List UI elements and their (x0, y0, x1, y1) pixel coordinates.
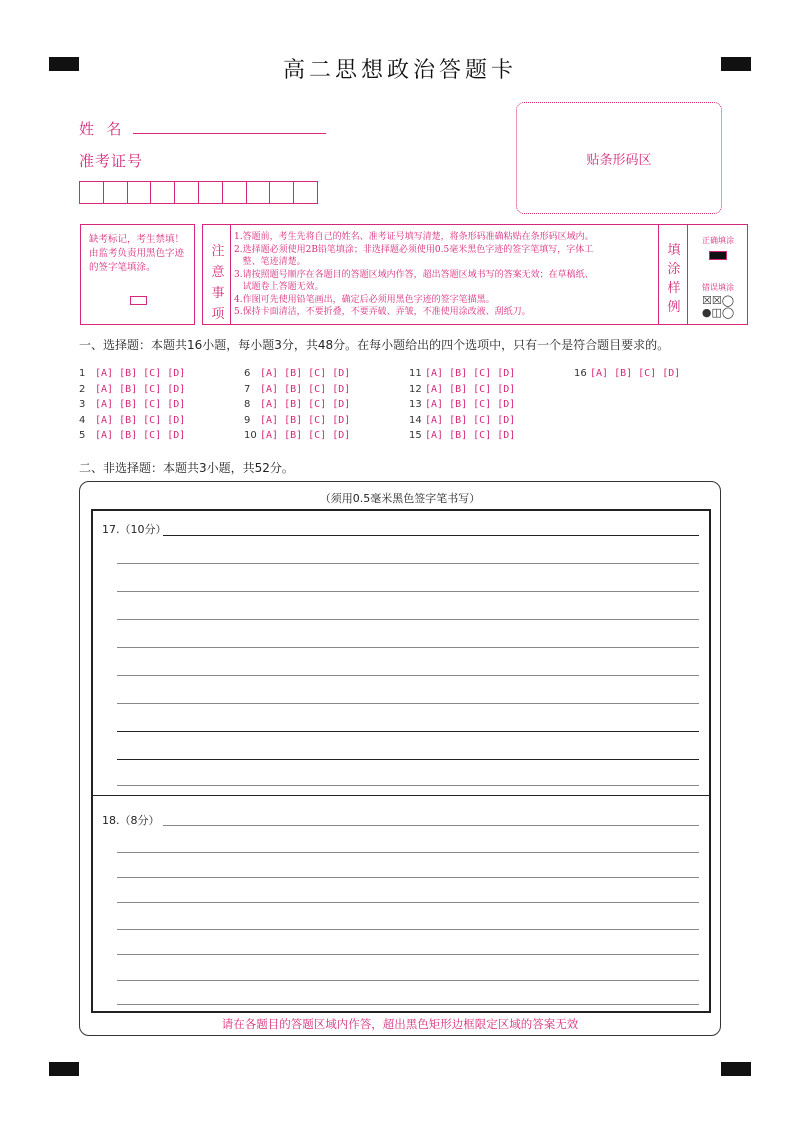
choice-options[interactable]: [A] [B] [C] [D] (425, 430, 516, 442)
exam-id-digit-box[interactable] (103, 181, 128, 204)
choice-question-15[interactable] (409, 430, 515, 441)
choice-options[interactable]: [A] [B] [C] [D] (95, 399, 186, 411)
choice-options[interactable]: [A] [B] [C] [D] (95, 430, 186, 442)
choice-options[interactable]: [A] [B] [C] [D] (260, 430, 351, 442)
alignment-mark-bottom-left (49, 1062, 79, 1076)
answer-line[interactable] (117, 902, 699, 903)
question-number: 1 (79, 368, 86, 379)
answer-line[interactable] (117, 785, 699, 786)
choice-question-7[interactable] (244, 384, 350, 395)
question-number: 2 (79, 383, 86, 395)
correct-fill-label: 正确填涂 (702, 236, 734, 245)
exam-id-digit-box[interactable] (269, 181, 294, 204)
question-divider (93, 795, 709, 796)
exam-id-label: 准考证号 (79, 152, 144, 170)
choice-options[interactable]: [A] [B] [C] [D] (425, 414, 516, 426)
footer-warning: 请在各题目的答题区域内作答，超出黑色矩形边框限定区域的答案无效 (221, 1017, 579, 1031)
instruction-item: 整、笔迹清楚。 (234, 257, 306, 267)
answer-line[interactable] (117, 563, 699, 564)
choice-options[interactable]: [A] [B] [C] [D] (590, 368, 681, 379)
instruction-item: 1.答题前，考生先将自己的姓名、准考证号填写清楚，将条形码准确粘贴在条形码区域内。 (234, 232, 594, 242)
question-number: 5 (79, 430, 86, 442)
answer-line[interactable] (117, 759, 699, 760)
choice-question-13[interactable] (409, 399, 515, 410)
instructions-tag: 注意事项 (211, 244, 225, 322)
answer-line[interactable] (117, 1004, 699, 1005)
question-number: 9 (244, 414, 251, 426)
instructions-box (202, 224, 748, 325)
instruction-item: 2.选择题必须使用2B铅笔填涂；非选择题必须使用0.5毫米黑色字迹的签字笔填写，字体工 (234, 244, 594, 255)
answer-line[interactable] (117, 675, 699, 676)
question-number: 3 (79, 399, 86, 411)
choice-question-4[interactable] (79, 415, 185, 426)
choice-question-6[interactable] (244, 368, 350, 379)
question-18-label: 18.（8分） (102, 814, 160, 827)
exam-id-digit-box[interactable] (127, 181, 152, 204)
absent-note: 缺考标记，考生禁填！由监考负责用黑色字迹的签字笔填涂。 (89, 234, 185, 273)
question-number: 13 (409, 399, 422, 411)
choice-question-16[interactable] (574, 368, 680, 379)
exam-id-digit-box[interactable] (150, 181, 175, 204)
exam-id-boxes[interactable] (79, 181, 317, 204)
choice-options[interactable]: [A] [B] [C] [D] (95, 414, 186, 426)
choice-question-8[interactable] (244, 399, 350, 410)
barcode-area (516, 102, 722, 214)
exam-id-digit-box[interactable] (79, 181, 104, 204)
choice-question-9[interactable] (244, 415, 350, 426)
answer-area (79, 481, 721, 1036)
question-number: 8 (244, 399, 251, 411)
question-number: 12 (409, 383, 422, 395)
instruction-item: 试题卷上答题无效。 (234, 282, 324, 292)
fill-sample-box (687, 225, 747, 324)
choice-question-2[interactable] (79, 384, 185, 395)
choice-options[interactable]: [A] [B] [C] [D] (260, 383, 351, 395)
question-number: 7 (244, 383, 251, 395)
question-number: 11 (409, 368, 422, 379)
page-title: 高二思想政治答题卡 (282, 58, 517, 83)
instructions-list (230, 225, 659, 324)
absent-mark-box (80, 224, 195, 325)
choice-question-5[interactable] (79, 430, 185, 441)
choice-options[interactable]: [A] [B] [C] [D] (425, 368, 516, 379)
answer-line[interactable] (117, 647, 699, 648)
alignment-mark-bottom-right (721, 1062, 751, 1076)
choice-question-14[interactable] (409, 415, 515, 426)
answer-line[interactable] (117, 731, 699, 732)
answer-line[interactable] (117, 852, 699, 853)
answer-line[interactable] (117, 703, 699, 704)
choice-options[interactable]: [A] [B] [C] [D] (95, 383, 186, 395)
answer-line[interactable] (163, 535, 699, 536)
exam-id-digit-box[interactable] (246, 181, 271, 204)
choice-options[interactable]: [A] [B] [C] [D] (425, 383, 516, 395)
question-number: 10 (244, 430, 257, 442)
answer-line[interactable] (117, 619, 699, 620)
section2-title: 二、非选择题：本题共3小题，共52分。 (79, 461, 294, 475)
answer-frame (91, 509, 711, 1013)
exam-id-digit-box[interactable] (198, 181, 223, 204)
instruction-item: 3.请按照题号顺序在各题目的答题区域内作答，超出答题区域书写的答案无效；在草稿纸、 (234, 269, 594, 280)
barcode-label: 贴条形码区 (586, 152, 652, 168)
wrong-fill-label: 错误填涂 (702, 283, 734, 292)
choice-options[interactable]: [A] [B] [C] [D] (260, 399, 351, 411)
instruction-item: 4.作图可先使用铅笔画出，确定后必须用黑色字迹的签字笔描黑。 (234, 294, 495, 305)
choice-options[interactable]: [A] [B] [C] [D] (260, 414, 351, 426)
answer-line[interactable] (117, 980, 699, 981)
correct-fill-example (709, 251, 727, 260)
name-field[interactable] (133, 133, 326, 134)
question-number: 16 (574, 368, 587, 379)
section1-title: 一、选择题：本题共16小题，每小题3分，共48分。在每小题给出的四个选项中，只有一个是符合题目要求的。 (79, 338, 670, 352)
fill-sample-tag: 填涂样例 (667, 243, 681, 315)
exam-id-digit-box[interactable] (174, 181, 199, 204)
exam-id-digit-box[interactable] (222, 181, 247, 204)
answer-line[interactable] (117, 591, 699, 592)
choice-options[interactable]: [A] [B] [C] [D] (425, 399, 516, 411)
answer-line[interactable] (117, 929, 699, 930)
question-number: 15 (409, 430, 422, 442)
question-number: 6 (244, 368, 251, 379)
choice-question-11[interactable] (409, 368, 515, 379)
choice-question-3[interactable] (79, 399, 185, 410)
name-label: 姓 名 (79, 120, 123, 138)
choice-question-12[interactable] (409, 384, 515, 395)
question-17-label: 17.（10分） (102, 523, 167, 536)
question-number: 14 (409, 414, 422, 426)
answer-hint: （须用0.5毫米黑色签字笔书写） (319, 492, 481, 505)
choice-options[interactable]: [A] [B] [C] [D] (95, 368, 186, 379)
instruction-item: 5.保持卡面清洁，不要折叠，不要弄破、弄皱，不准使用涂改液、刮纸刀。 (234, 307, 531, 317)
absent-checkbox[interactable] (130, 296, 147, 305)
choice-question-1[interactable] (79, 368, 185, 379)
answer-line[interactable] (117, 954, 699, 955)
choice-options[interactable]: [A] [B] [C] [D] (260, 368, 351, 379)
answer-line[interactable] (163, 825, 699, 826)
choice-question-10[interactable] (244, 430, 350, 441)
answer-line[interactable] (117, 877, 699, 878)
wrong-fill-examples: ☒☒◯ ●◫◯ (701, 294, 735, 319)
question-number: 4 (79, 414, 86, 426)
exam-id-digit-box[interactable] (293, 181, 318, 204)
